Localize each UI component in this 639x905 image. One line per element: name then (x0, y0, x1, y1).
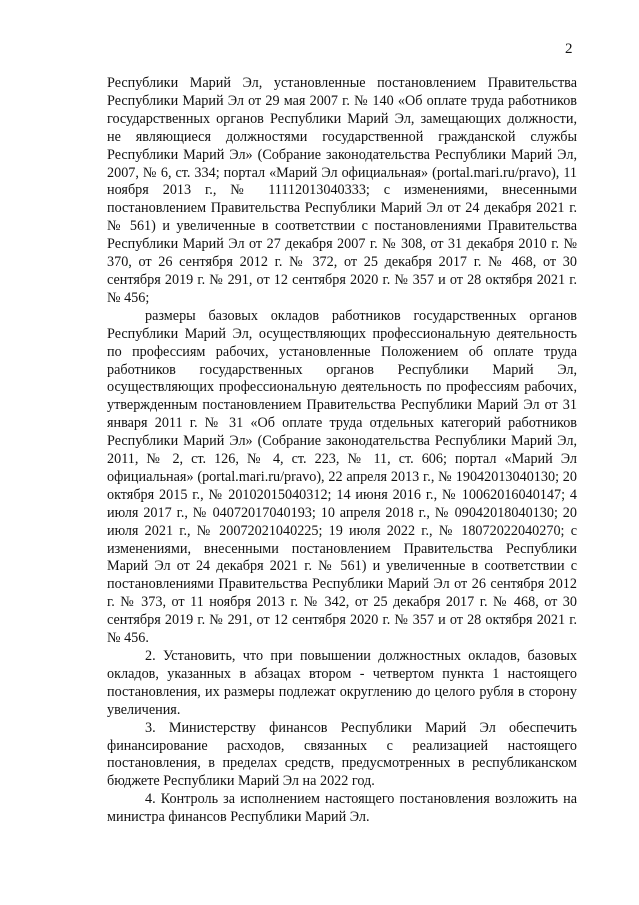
paragraph-item-3-financing: 3. Министерству финансов Республики Марий Эл обеспечить финансирование расходов, связанных с реализацией настоящего постановления, в пределах средств, предусмотренных в республиканском бюджете Республики Марий Эл на 2022 год. (107, 719, 577, 790)
paragraph-salary-rates-continuation: Республики Марий Эл, установленные постановлением Правительства Республики Марий Эл от 29 мая 2007 г. № 140 «Об оплате труда работников государственных органов Республики Марий Эл, замещающих должности, не являющиеся должностями государственной гражданской службы Республики Марий Эл» (Собрание законодательства Республики Марий Эл, 2007, № 6, ст. 334; портал «Марий Эл официальная» (portal.mari.ru/pravo), 11 ноября 2013 г., № 11112013040333; с изменениями, внесенными постановлением Правительства Республики Марий Эл от 24 декабря 2021 г. № 561) и увеличенные в соответствии с постановлениями Правительства Республики Марий Эл от 27 декабря 2007 г. № 308, от 31 декабря 2010 г. № 370, от 26 сентября 2012 г. № 372, от 25 декабря 2017 г. № 468, от 30 сентября 2019 г. № 291, от 12 сентября 2020 г. № 357 и от 28 октября 2021 г. № 456; (107, 75, 577, 306)
paragraph-base-salaries-workers: размеры базовых окладов работников государственных органов Республики Марий Эл, осуществляющих профессиональную деятельность по профессиям рабочих, установленные Положением об оплате труда работников государственных органов Республики Марий Эл, осуществляющих профессиональную деятельность по профессиям рабочих, утвержденным постановлением Правительства Республики Марий Эл от 31 января 2011 г. № 31 «Об оплате труда отдельных категорий работников Республики Марий Эл» (Собрание законодательства Республики Марий Эл, 2011, № 2, ст. 126, № 4, ст. 223, № 11, ст. 606; портал «Марий Эл официальная» (portal.mari.ru/pravo), 22 апреля 2013 г., № 19042013040130; 20 октября 2015 г., № 20102015040312; 14 июня 2016 г., № 10062016040147; 4 июля 2017 г., № 04072017040193; 10 апреля 2018 г., № 09042018040130; 20 июля 2021 г., № 20072021040225; 19 июля 2022 г., № 18072022040270; с изменениями, внесенными постановлением Правительства Республики Марий Эл от 24 декабря 2021 г. № 561) и увеличенные в соответствии с постановлениями Правительства Республики Марий Эл от 26 сентября 2012 г. № 373, от 11 ноября 2013 г. № 342, от 25 декабря 2017 г. № 468, от 30 сентября 2019 г. № 291, от 12 сентября 2020 г. № 357 и от 28 октября 2021 г. № 456. (107, 307, 577, 647)
document-body (107, 75, 577, 827)
paragraph-item-4-control: 4. Контроль за исполнением настоящего постановления возложить на министра финансов Республики Марий Эл. (107, 791, 577, 826)
page-number: 2 (565, 41, 573, 57)
paragraph-item-2-rounding: 2. Установить, что при повышении должностных окладов, базовых окладов, указанных в абзацах втором - четвертом пункта 1 настоящего постановления, их размеры подлежат округлению до целого рубля в сторону увеличения. (107, 648, 577, 718)
